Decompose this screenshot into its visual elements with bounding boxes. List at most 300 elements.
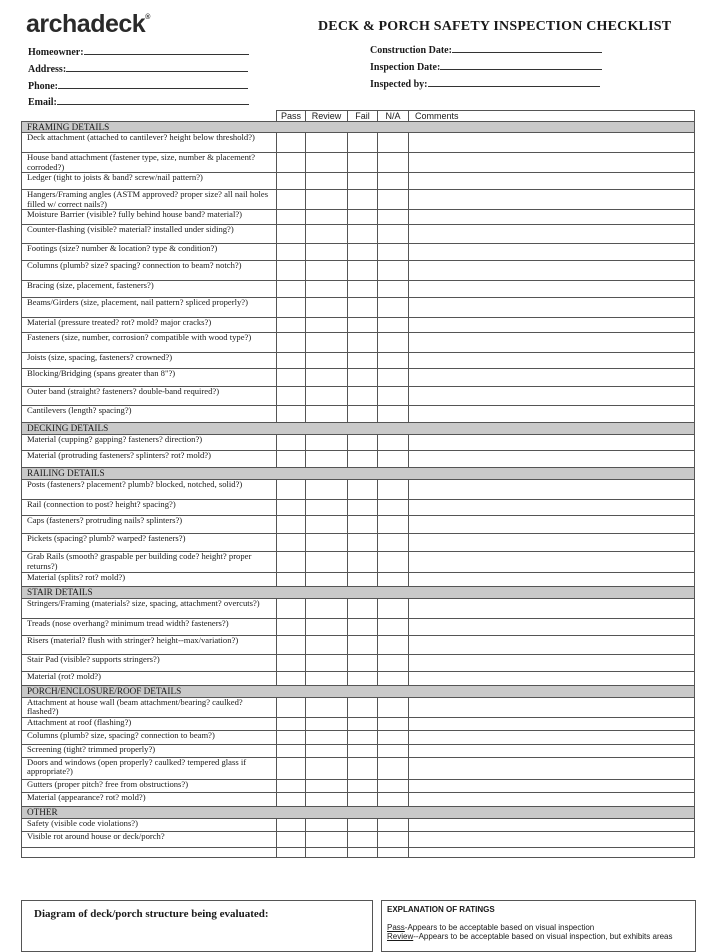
review-cell[interactable] bbox=[306, 406, 348, 423]
fail-cell[interactable] bbox=[348, 792, 378, 806]
review-cell[interactable] bbox=[306, 244, 348, 261]
review-cell[interactable] bbox=[306, 744, 348, 757]
comments-cell[interactable] bbox=[409, 244, 695, 261]
review-cell[interactable] bbox=[306, 635, 348, 654]
pass-cell[interactable] bbox=[277, 133, 306, 153]
section-row bbox=[22, 806, 695, 818]
column-header-fail: Fail bbox=[348, 111, 378, 122]
comments-cell[interactable] bbox=[409, 818, 695, 831]
checklist-item-label: Outer band (straight? fasteners? double-band required?) bbox=[22, 387, 277, 406]
review-cell[interactable] bbox=[306, 153, 348, 173]
comments-cell[interactable] bbox=[409, 779, 695, 792]
na-cell[interactable] bbox=[378, 552, 409, 572]
na-cell[interactable] bbox=[378, 244, 409, 261]
checklist-item-label: Stair Pad (visible? supports stringers?) bbox=[22, 654, 277, 671]
table-row bbox=[22, 552, 695, 572]
ratings-explanation-box bbox=[381, 900, 696, 952]
review-cell[interactable] bbox=[306, 318, 348, 333]
na-cell[interactable] bbox=[378, 435, 409, 451]
comments-cell[interactable] bbox=[409, 353, 695, 369]
construction-date-line[interactable] bbox=[452, 43, 602, 53]
fail-cell[interactable] bbox=[348, 717, 378, 730]
fail-cell[interactable] bbox=[348, 480, 378, 500]
comments-cell[interactable] bbox=[409, 757, 695, 779]
comments-cell[interactable] bbox=[409, 333, 695, 353]
rating-pass-key: Pass bbox=[387, 923, 405, 932]
na-cell[interactable] bbox=[378, 133, 409, 153]
homeowner-label: Homeowner: bbox=[28, 47, 84, 58]
registered-mark: ® bbox=[145, 14, 150, 21]
comments-cell[interactable] bbox=[409, 730, 695, 744]
inspected-by-label: Inspected by: bbox=[370, 79, 428, 90]
fail-cell[interactable] bbox=[348, 552, 378, 572]
checklist-item-label: Attachment at roof (flashing?) bbox=[22, 717, 277, 730]
pass-cell[interactable] bbox=[277, 298, 306, 318]
pass-cell[interactable] bbox=[277, 333, 306, 353]
na-cell[interactable] bbox=[378, 451, 409, 468]
document-title: DECK & PORCH SAFETY INSPECTION CHECKLIST bbox=[318, 19, 672, 34]
review-cell[interactable] bbox=[306, 598, 348, 618]
na-cell[interactable] bbox=[378, 572, 409, 586]
inspection-date-label: Inspection Date: bbox=[370, 62, 441, 73]
review-cell[interactable] bbox=[306, 435, 348, 451]
checklist-item-label: Material (rot? mold?) bbox=[22, 671, 277, 685]
table-row bbox=[22, 406, 695, 423]
fail-cell[interactable] bbox=[348, 173, 378, 190]
fail-cell[interactable] bbox=[348, 572, 378, 586]
checklist-item-label: Beams/Girders (size, placement, nail pattern? spliced properly?) bbox=[22, 298, 277, 318]
fail-cell[interactable] bbox=[348, 516, 378, 534]
pass-cell[interactable] bbox=[277, 451, 306, 468]
pass-cell[interactable] bbox=[277, 598, 306, 618]
fail-cell[interactable] bbox=[348, 534, 378, 552]
comments-cell[interactable] bbox=[409, 697, 695, 717]
na-cell[interactable] bbox=[378, 500, 409, 516]
comments-cell[interactable] bbox=[409, 480, 695, 500]
review-cell[interactable] bbox=[306, 671, 348, 685]
fail-cell[interactable] bbox=[348, 318, 378, 333]
review-cell[interactable] bbox=[306, 480, 348, 500]
pass-cell[interactable] bbox=[277, 572, 306, 586]
construction-date-field[interactable] bbox=[370, 43, 602, 56]
pass-cell[interactable] bbox=[277, 534, 306, 552]
checklist-item-label: Material (pressure treated? rot? mold? major cracks?) bbox=[22, 318, 277, 333]
review-cell[interactable] bbox=[306, 792, 348, 806]
checklist-item-label: Grab Rails (smooth? graspable per building code? height? proper returns?) bbox=[22, 552, 277, 572]
review-cell[interactable] bbox=[306, 818, 348, 831]
column-header-review: Review bbox=[306, 111, 348, 122]
table-header-row bbox=[22, 111, 695, 122]
review-cell[interactable] bbox=[306, 387, 348, 406]
checklist-item-label: Material (protruding fasteners? splinters? rot? mold?) bbox=[22, 451, 277, 468]
email-label: Email: bbox=[28, 97, 57, 108]
checklist-item-label: Footings (size? number & location? type & condition?) bbox=[22, 244, 277, 261]
checklist-item-label: Rail (connection to post? height? spacing?) bbox=[22, 500, 277, 516]
comments-cell[interactable] bbox=[409, 552, 695, 572]
pass-cell[interactable] bbox=[277, 552, 306, 572]
na-cell[interactable] bbox=[378, 757, 409, 779]
comments-cell[interactable] bbox=[409, 618, 695, 635]
review-cell[interactable] bbox=[306, 261, 348, 281]
homeowner-field[interactable] bbox=[28, 45, 249, 58]
checklist-item-label: Screening (tight? trimmed properly?) bbox=[22, 744, 277, 757]
pass-cell[interactable] bbox=[277, 757, 306, 779]
review-cell[interactable] bbox=[306, 552, 348, 572]
fail-cell[interactable] bbox=[348, 333, 378, 353]
na-cell[interactable] bbox=[378, 534, 409, 552]
na-cell[interactable] bbox=[378, 369, 409, 387]
fail-cell[interactable] bbox=[348, 298, 378, 318]
table-row bbox=[22, 744, 695, 757]
na-cell[interactable] bbox=[378, 281, 409, 298]
table-row bbox=[22, 435, 695, 451]
na-cell[interactable] bbox=[378, 480, 409, 500]
rating-pass-explanation bbox=[387, 923, 594, 932]
fail-cell[interactable] bbox=[348, 153, 378, 173]
fail-cell[interactable] bbox=[348, 225, 378, 244]
homeowner-line[interactable] bbox=[84, 45, 249, 55]
rating-review-key: Review bbox=[387, 932, 414, 941]
fail-cell[interactable] bbox=[348, 190, 378, 210]
pass-cell[interactable] bbox=[277, 369, 306, 387]
address-field[interactable] bbox=[28, 62, 248, 75]
inspection-date-line[interactable] bbox=[440, 60, 602, 70]
pass-cell[interactable] bbox=[277, 153, 306, 173]
comments-cell[interactable] bbox=[409, 133, 695, 153]
fail-cell[interactable] bbox=[348, 281, 378, 298]
na-cell[interactable] bbox=[378, 831, 409, 847]
checklist-item-label: Deck attachment (attached to cantilever? height below threshold?) bbox=[22, 133, 277, 153]
checklist-item-label: Fasteners (size, number, corrosion? compatible with wood type?) bbox=[22, 333, 277, 353]
section-heading: PORCH/ENCLOSURE/ROOF DETAILS bbox=[22, 685, 695, 697]
fail-cell[interactable] bbox=[348, 261, 378, 281]
checklist-item-label: Material (cupping? gapping? fasteners? direction?) bbox=[22, 435, 277, 451]
comments-cell[interactable] bbox=[409, 516, 695, 534]
na-cell[interactable] bbox=[378, 406, 409, 423]
pass-cell[interactable] bbox=[277, 190, 306, 210]
table-row bbox=[22, 318, 695, 333]
na-cell[interactable] bbox=[378, 744, 409, 757]
comments-cell[interactable] bbox=[409, 598, 695, 618]
address-label: Address: bbox=[28, 64, 67, 75]
phone-line[interactable] bbox=[58, 79, 248, 89]
comments-cell[interactable] bbox=[409, 173, 695, 190]
comments-cell[interactable] bbox=[409, 281, 695, 298]
pass-cell[interactable] bbox=[277, 173, 306, 190]
na-cell[interactable] bbox=[378, 697, 409, 717]
table-row bbox=[22, 730, 695, 744]
email-field[interactable] bbox=[28, 95, 249, 108]
checklist-item-label bbox=[22, 847, 277, 857]
section-row bbox=[22, 122, 695, 133]
review-cell[interactable] bbox=[306, 451, 348, 468]
na-cell[interactable] bbox=[378, 387, 409, 406]
pass-cell[interactable] bbox=[277, 244, 306, 261]
table-row bbox=[22, 298, 695, 318]
review-cell[interactable] bbox=[306, 281, 348, 298]
fail-cell[interactable] bbox=[348, 818, 378, 831]
fail-cell[interactable] bbox=[348, 244, 378, 261]
pass-cell[interactable] bbox=[277, 225, 306, 244]
review-cell[interactable] bbox=[306, 173, 348, 190]
inspected-by-field[interactable] bbox=[370, 77, 600, 90]
na-cell[interactable] bbox=[378, 654, 409, 671]
pass-cell[interactable] bbox=[277, 353, 306, 369]
inspection-table bbox=[21, 110, 695, 858]
comments-cell[interactable] bbox=[409, 831, 695, 847]
comments-cell[interactable] bbox=[409, 387, 695, 406]
pass-cell[interactable] bbox=[277, 831, 306, 847]
pass-cell[interactable] bbox=[277, 847, 306, 857]
review-cell[interactable] bbox=[306, 654, 348, 671]
fail-cell[interactable] bbox=[348, 369, 378, 387]
pass-cell[interactable] bbox=[277, 261, 306, 281]
fail-cell[interactable] bbox=[348, 618, 378, 635]
section-heading: FRAMING DETAILS bbox=[22, 122, 695, 133]
inspected-by-line[interactable] bbox=[428, 77, 600, 87]
pass-cell[interactable] bbox=[277, 387, 306, 406]
fail-cell[interactable] bbox=[348, 847, 378, 857]
table-row bbox=[22, 369, 695, 387]
review-cell[interactable] bbox=[306, 757, 348, 779]
comments-cell[interactable] bbox=[409, 210, 695, 225]
pass-cell[interactable] bbox=[277, 618, 306, 635]
checklist-item-label: Risers (material? flush with stringer? height--max/variation?) bbox=[22, 635, 277, 654]
checklist-item-label: Counter-flashing (visible? material? installed under siding?) bbox=[22, 225, 277, 244]
comments-cell[interactable] bbox=[409, 451, 695, 468]
column-header-comments: Comments bbox=[409, 111, 695, 122]
review-cell[interactable] bbox=[306, 847, 348, 857]
logo-text: archadeck bbox=[26, 10, 146, 38]
checklist-item-label: Ledger (tight to joists & band? screw/nail pattern?) bbox=[22, 173, 277, 190]
pass-cell[interactable] bbox=[277, 281, 306, 298]
checklist-item-label: Gutters (proper pitch? free from obstructions?) bbox=[22, 779, 277, 792]
checklist-item-label: Blocking/Bridging (spans greater than 8"?) bbox=[22, 369, 277, 387]
table-row bbox=[22, 225, 695, 244]
pass-cell[interactable] bbox=[277, 210, 306, 225]
na-cell[interactable] bbox=[378, 598, 409, 618]
review-cell[interactable] bbox=[306, 618, 348, 635]
pass-cell[interactable] bbox=[277, 792, 306, 806]
pass-cell[interactable] bbox=[277, 435, 306, 451]
fail-cell[interactable] bbox=[348, 406, 378, 423]
pass-cell[interactable] bbox=[277, 779, 306, 792]
fail-cell[interactable] bbox=[348, 598, 378, 618]
pass-cell[interactable] bbox=[277, 516, 306, 534]
table-row bbox=[22, 244, 695, 261]
section-heading: STAIR DETAILS bbox=[22, 586, 695, 598]
pass-cell[interactable] bbox=[277, 818, 306, 831]
checklist-item-label: Bracing (size, placement, fasteners?) bbox=[22, 281, 277, 298]
review-cell[interactable] bbox=[306, 190, 348, 210]
fail-cell[interactable] bbox=[348, 757, 378, 779]
fail-cell[interactable] bbox=[348, 500, 378, 516]
review-cell[interactable] bbox=[306, 730, 348, 744]
pass-cell[interactable] bbox=[277, 500, 306, 516]
pass-cell[interactable] bbox=[277, 744, 306, 757]
review-cell[interactable] bbox=[306, 369, 348, 387]
section-heading: RAILING DETAILS bbox=[22, 468, 695, 480]
pass-cell[interactable] bbox=[277, 671, 306, 685]
column-header-pass: Pass bbox=[277, 111, 306, 122]
checklist-item-label: Columns (plumb? size? spacing? connection to beam? notch?) bbox=[22, 261, 277, 281]
comments-cell[interactable] bbox=[409, 190, 695, 210]
na-cell[interactable] bbox=[378, 353, 409, 369]
table-row bbox=[22, 779, 695, 792]
na-cell[interactable] bbox=[378, 717, 409, 730]
fail-cell[interactable] bbox=[348, 744, 378, 757]
comments-cell[interactable] bbox=[409, 717, 695, 730]
checklist-item-label: Visible rot around house or deck/porch? bbox=[22, 831, 277, 847]
table-row bbox=[22, 451, 695, 468]
checklist-item-label: Caps (fasteners? protruding nails? splinters?) bbox=[22, 516, 277, 534]
rating-review-explanation bbox=[387, 932, 673, 941]
comments-cell[interactable] bbox=[409, 847, 695, 857]
fail-cell[interactable] bbox=[348, 353, 378, 369]
pass-cell[interactable] bbox=[277, 480, 306, 500]
review-cell[interactable] bbox=[306, 831, 348, 847]
comments-cell[interactable] bbox=[409, 225, 695, 244]
table-row bbox=[22, 831, 695, 847]
table-row bbox=[22, 333, 695, 353]
pass-cell[interactable] bbox=[277, 717, 306, 730]
comments-cell[interactable] bbox=[409, 534, 695, 552]
na-cell[interactable] bbox=[378, 671, 409, 685]
pass-cell[interactable] bbox=[277, 318, 306, 333]
table-row bbox=[22, 281, 695, 298]
pass-cell[interactable] bbox=[277, 406, 306, 423]
fail-cell[interactable] bbox=[348, 779, 378, 792]
construction-date-label: Construction Date: bbox=[370, 45, 452, 56]
na-cell[interactable] bbox=[378, 792, 409, 806]
fail-cell[interactable] bbox=[348, 654, 378, 671]
pass-cell[interactable] bbox=[277, 635, 306, 654]
fail-cell[interactable] bbox=[348, 387, 378, 406]
pass-cell[interactable] bbox=[277, 697, 306, 717]
na-cell[interactable] bbox=[378, 779, 409, 792]
table-row bbox=[22, 717, 695, 730]
fail-cell[interactable] bbox=[348, 635, 378, 654]
fail-cell[interactable] bbox=[348, 831, 378, 847]
na-cell[interactable] bbox=[378, 153, 409, 173]
comments-cell[interactable] bbox=[409, 500, 695, 516]
address-line[interactable] bbox=[66, 62, 248, 72]
comments-cell[interactable] bbox=[409, 635, 695, 654]
section-heading: OTHER bbox=[22, 806, 695, 818]
comments-cell[interactable] bbox=[409, 369, 695, 387]
comments-cell[interactable] bbox=[409, 654, 695, 671]
review-cell[interactable] bbox=[306, 500, 348, 516]
comments-cell[interactable] bbox=[409, 792, 695, 806]
table-row bbox=[22, 261, 695, 281]
review-cell[interactable] bbox=[306, 572, 348, 586]
table-row bbox=[22, 387, 695, 406]
comments-cell[interactable] bbox=[409, 435, 695, 451]
archadeck-logo bbox=[26, 10, 150, 39]
fail-cell[interactable] bbox=[348, 697, 378, 717]
na-cell[interactable] bbox=[378, 516, 409, 534]
na-cell[interactable] bbox=[378, 318, 409, 333]
table-row bbox=[22, 500, 695, 516]
pass-cell[interactable] bbox=[277, 654, 306, 671]
checklist-item-label: House band attachment (fastener type, size, number & placement? corroded?) bbox=[22, 153, 277, 173]
review-cell[interactable] bbox=[306, 333, 348, 353]
checklist-item-label: Treads (nose overhang? minimum tread width? fasteners?) bbox=[22, 618, 277, 635]
checklist-item-label: Columns (plumb? size, spacing? connection to beam?) bbox=[22, 730, 277, 744]
na-cell[interactable] bbox=[378, 635, 409, 654]
comments-cell[interactable] bbox=[409, 298, 695, 318]
na-cell[interactable] bbox=[378, 173, 409, 190]
na-cell[interactable] bbox=[378, 847, 409, 857]
comments-cell[interactable] bbox=[409, 261, 695, 281]
checklist-item-label: Posts (fasteners? placement? plumb? blocked, notched, solid?) bbox=[22, 480, 277, 500]
review-cell[interactable] bbox=[306, 717, 348, 730]
table-row bbox=[22, 635, 695, 654]
comments-cell[interactable] bbox=[409, 744, 695, 757]
na-cell[interactable] bbox=[378, 730, 409, 744]
na-cell[interactable] bbox=[378, 225, 409, 244]
fail-cell[interactable] bbox=[348, 210, 378, 225]
email-line[interactable] bbox=[57, 95, 249, 105]
review-cell[interactable] bbox=[306, 210, 348, 225]
na-cell[interactable] bbox=[378, 261, 409, 281]
table-row bbox=[22, 480, 695, 500]
pass-cell[interactable] bbox=[277, 730, 306, 744]
checklist-item-label: Hangers/Framing angles (ASTM approved? proper size? all nail holes filled w/ correct nails?) bbox=[22, 190, 277, 210]
comments-cell[interactable] bbox=[409, 406, 695, 423]
na-cell[interactable] bbox=[378, 818, 409, 831]
checklist-item-label: Material (splits? rot? mold?) bbox=[22, 572, 277, 586]
checklist-item-label: Pickets (spacing? plumb? warped? fasteners?) bbox=[22, 534, 277, 552]
phone-label: Phone: bbox=[28, 81, 58, 92]
na-cell[interactable] bbox=[378, 298, 409, 318]
review-cell[interactable] bbox=[306, 225, 348, 244]
review-cell[interactable] bbox=[306, 298, 348, 318]
review-cell[interactable] bbox=[306, 779, 348, 792]
table-body bbox=[22, 122, 695, 858]
table-row bbox=[22, 654, 695, 671]
review-cell[interactable] bbox=[306, 516, 348, 534]
comments-cell[interactable] bbox=[409, 572, 695, 586]
review-cell[interactable] bbox=[306, 353, 348, 369]
comments-cell[interactable] bbox=[409, 671, 695, 685]
inspection-date-field[interactable] bbox=[370, 60, 602, 73]
comments-cell[interactable] bbox=[409, 153, 695, 173]
phone-field[interactable] bbox=[28, 79, 248, 92]
ratings-explanation-title: EXPLANATION OF RATINGS bbox=[387, 905, 495, 914]
checklist-item-label: Safety (visible code violations?) bbox=[22, 818, 277, 831]
na-cell[interactable] bbox=[378, 210, 409, 225]
fail-cell[interactable] bbox=[348, 730, 378, 744]
fail-cell[interactable] bbox=[348, 671, 378, 685]
review-cell[interactable] bbox=[306, 534, 348, 552]
checklist-item-label: Stringers/Framing (materials? size, spacing, attachment? overcuts?) bbox=[22, 598, 277, 618]
na-cell[interactable] bbox=[378, 333, 409, 353]
review-cell[interactable] bbox=[306, 133, 348, 153]
fail-cell[interactable] bbox=[348, 133, 378, 153]
rating-review-text: --Appears to be acceptable based on visual inspection, but exhibits areas bbox=[413, 932, 673, 941]
comments-cell[interactable] bbox=[409, 318, 695, 333]
table-row bbox=[22, 516, 695, 534]
table-row bbox=[22, 792, 695, 806]
fail-cell[interactable] bbox=[348, 451, 378, 468]
na-cell[interactable] bbox=[378, 190, 409, 210]
review-cell[interactable] bbox=[306, 697, 348, 717]
fail-cell[interactable] bbox=[348, 435, 378, 451]
na-cell[interactable] bbox=[378, 618, 409, 635]
diagram-box[interactable] bbox=[21, 900, 373, 952]
checklist-item-label: Material (appearance? rot? mold?) bbox=[22, 792, 277, 806]
